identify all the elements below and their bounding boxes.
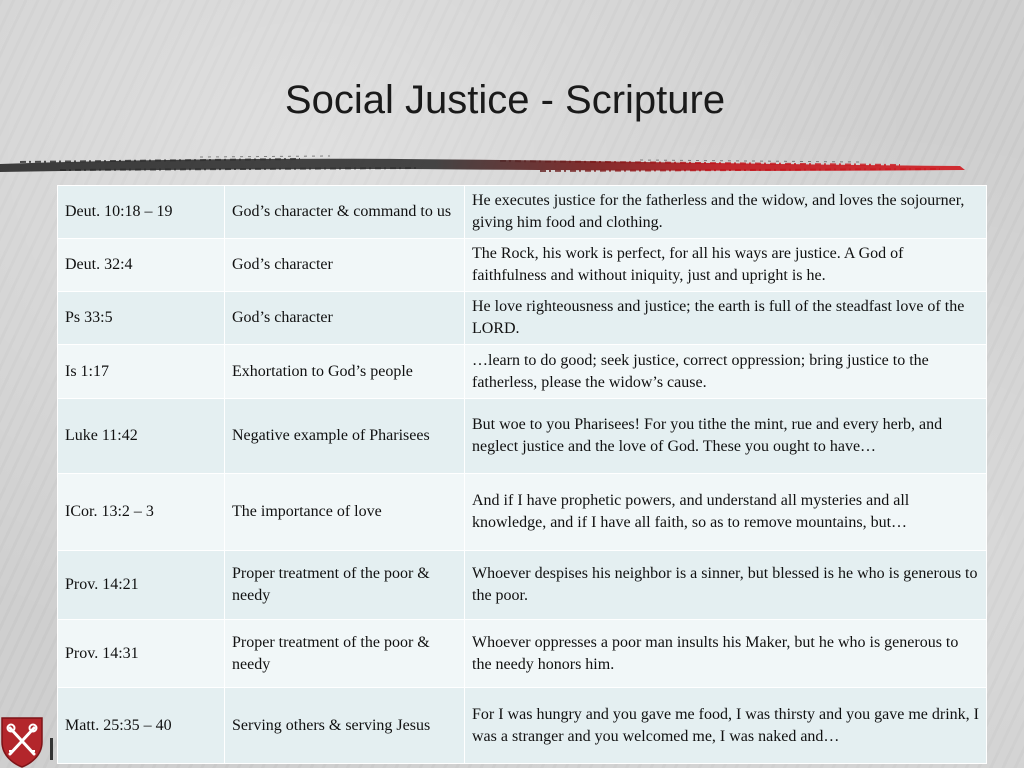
reference-cell: Prov. 14:21 [58, 551, 225, 620]
theme-cell: Exhortation to God’s people [225, 345, 465, 399]
verse-text-cell: And if I have prophetic powers, and understand all mysteries and all knowledge, and if I have all faith, so as to remove mountains, but… [465, 474, 987, 551]
table-row [58, 292, 987, 345]
theme-cell: Proper treatment of the poor & needy [225, 551, 465, 620]
table-row [58, 239, 987, 292]
table-row [58, 399, 987, 474]
theme-cell: God’s character & command to us [225, 186, 465, 239]
reference-cell: Luke 11:42 [58, 399, 225, 474]
verse-text-cell: …learn to do good; seek justice, correct oppression; bring justice to the fatherless, please the widow’s cause. [465, 345, 987, 399]
reference-cell: Is 1:17 [58, 345, 225, 399]
table-row [58, 688, 987, 764]
verse-text-cell: For I was hungry and you gave me food, I was thirsty and you gave me drink, I was a stranger and you welcomed me, I was naked and… [465, 688, 987, 764]
reference-cell: ICor. 13:2 – 3 [58, 474, 225, 551]
theme-cell: Proper treatment of the poor & needy [225, 620, 465, 688]
shield-crossed-keys-logo-icon [0, 716, 44, 768]
table-row [58, 551, 987, 620]
theme-cell: God’s character [225, 292, 465, 345]
reference-cell: Deut. 32:4 [58, 239, 225, 292]
reference-cell: Deut. 10:18 – 19 [58, 186, 225, 239]
scripture-table-container [57, 185, 986, 764]
theme-cell: The importance of love [225, 474, 465, 551]
verse-text-cell: He executes justice for the fatherless and the widow, and loves the sojourner, giving him food and clothing. [465, 186, 987, 239]
verse-text-cell: Whoever despises his neighbor is a sinner, but blessed is he who is generous to the poor. [465, 551, 987, 620]
theme-cell: Serving others & serving Jesus [225, 688, 465, 764]
table-row [58, 474, 987, 551]
theme-cell: God’s character [225, 239, 465, 292]
reference-cell: Matt. 25:35 – 40 [58, 688, 225, 764]
slide-title: Social Justice - Scripture [284, 78, 726, 122]
brush-stroke-divider [0, 150, 1000, 184]
verse-text-cell: He love righteousness and justice; the earth is full of the steadfast love of the LORD. [465, 292, 987, 345]
footer-divider [50, 738, 53, 760]
verse-text-cell: But woe to you Pharisees! For you tithe the mint, rue and every herb, and neglect justice and the love of God. These you ought to have… [465, 399, 987, 474]
table-row [58, 345, 987, 399]
table-row [58, 620, 987, 688]
verse-text-cell: The Rock, his work is perfect, for all his ways are justice. A God of faithfulness and without iniquity, just and upright is he. [465, 239, 987, 292]
verse-text-cell: Whoever oppresses a poor man insults his Maker, but he who is generous to the needy honors him. [465, 620, 987, 688]
theme-cell: Negative example of Pharisees [225, 399, 465, 474]
scripture-table [57, 185, 987, 764]
table-row [58, 186, 987, 239]
reference-cell: Prov. 14:31 [58, 620, 225, 688]
reference-cell: Ps 33:5 [58, 292, 225, 345]
